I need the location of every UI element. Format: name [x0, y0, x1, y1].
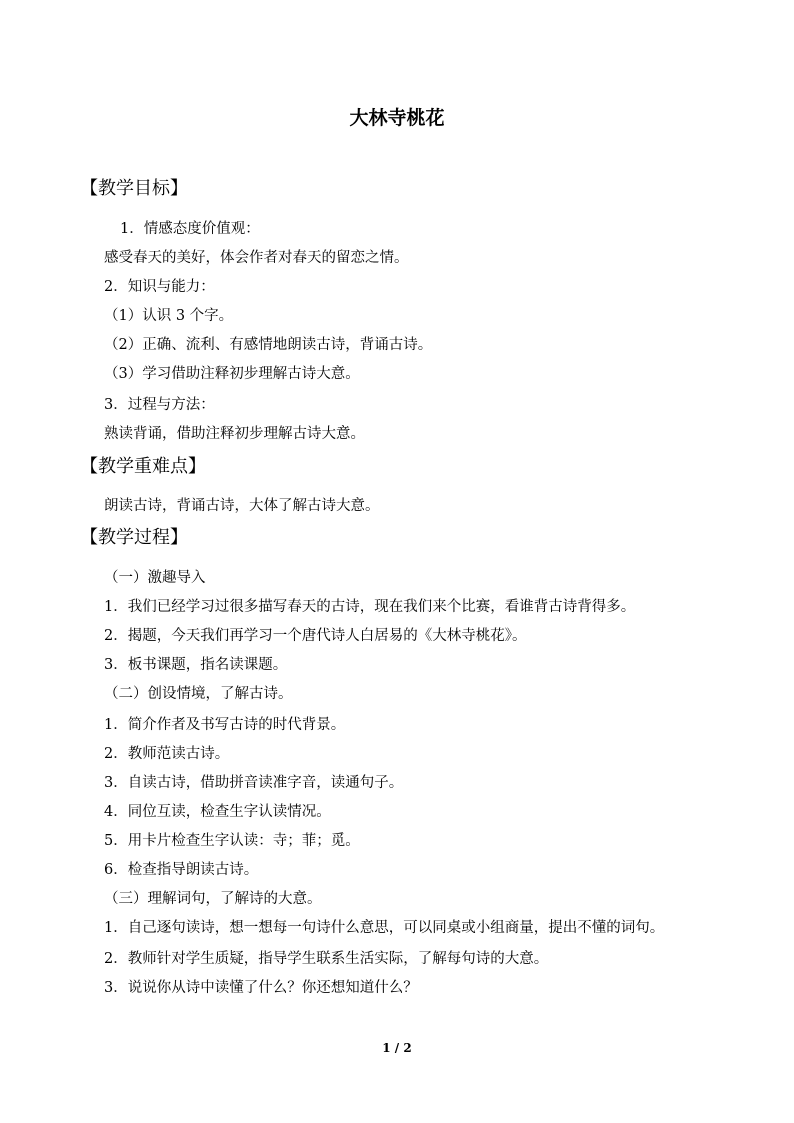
process-line: 3．板书课题，指名读课题。: [104, 657, 288, 673]
focus-line: 朗读古诗，背诵古诗，大体了解古诗大意。: [104, 498, 380, 514]
process-line: 1．我们已经学习过很多描写春天的古诗，现在我们来个比赛，看谁背古诗背得多。: [104, 599, 636, 615]
document-title: 大林寺桃花: [349, 107, 445, 129]
goals-line: 感受春天的美好，体会作者对春天的留恋之情。: [104, 250, 409, 266]
process-line: 3．自读古诗，借助拼音读准字音，读通句子。: [104, 775, 404, 791]
goals-line: 1．情感态度价值观：: [120, 221, 260, 237]
goals-line: （1）认识 3 个字。: [104, 308, 234, 324]
process-line: （一）激趣导入: [104, 570, 206, 586]
process-line: 3．说说你从诗中读懂了什么？你还想知道什么？: [104, 980, 418, 996]
goals-line: （3）学习借助注释初步理解古诗大意。: [104, 366, 360, 382]
goals-line: 3．过程与方法：: [104, 397, 215, 413]
goals-line: 熟读背诵，借助注释初步理解古诗大意。: [104, 426, 365, 442]
goals-line: （2）正确、流利、有感情地朗读古诗，背诵古诗。: [104, 337, 433, 353]
process-line: 1．简介作者及书写古诗的时代背景。: [104, 717, 346, 733]
process-line: 1．自己逐句读诗，想一想每一句诗什么意思，可以同桌或小组商量，提出不懂的词句。: [104, 920, 665, 936]
process-line: （三）理解词句，了解诗的大意。: [104, 891, 322, 907]
process-line: 2．教师范读古诗。: [104, 746, 230, 762]
section-heading-focus: 【教学重难点】: [80, 456, 206, 477]
process-line: 2．揭题，今天我们再学习一个唐代诗人白居易的《大林寺桃花》。: [104, 628, 527, 644]
page-number: 1 / 2: [382, 1041, 412, 1055]
process-line: （二）创设情境，了解古诗。: [104, 686, 293, 702]
section-heading-process: 【教学过程】: [80, 527, 188, 548]
process-line: 6．检查指导朗读古诗。: [104, 862, 259, 878]
process-line: 2．教师针对学生质疑，指导学生联系生活实际，了解每句诗的大意。: [104, 951, 549, 967]
process-line: 5．用卡片检查生字认读：寺；菲；觅。: [104, 833, 360, 849]
process-line: 4．同位互读，检查生字认读情况。: [104, 804, 331, 820]
section-heading-goals: 【教学目标】: [80, 178, 188, 199]
goals-line: 2．知识与能力：: [104, 279, 215, 295]
